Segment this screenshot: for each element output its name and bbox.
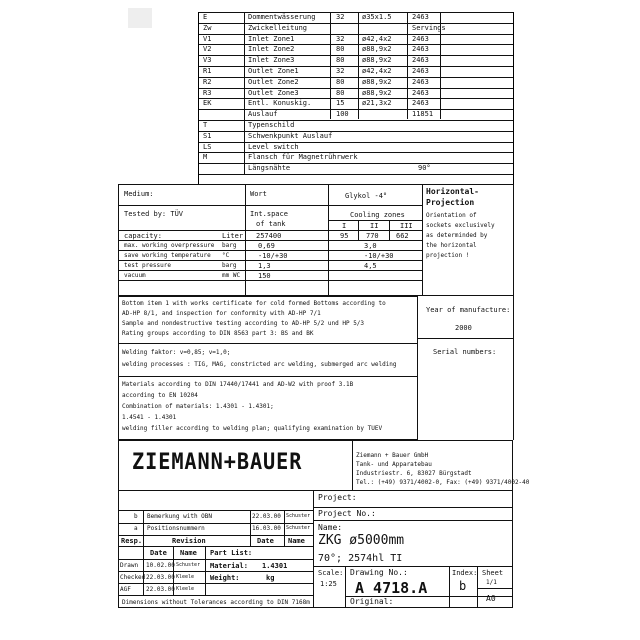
spec-hline: [118, 230, 422, 231]
rev-hline: [118, 559, 313, 560]
drawing-no-label: Drawing No.:: [350, 568, 408, 577]
original-label: Original:: [350, 597, 394, 606]
project-no-label: Project No.:: [318, 509, 376, 518]
scan-smudge: [128, 8, 152, 28]
spec-label: save working temperature: [124, 252, 211, 259]
sign-role: Drawn: [120, 562, 139, 569]
company-line: Ziemann + Bauer GmbH: [356, 452, 429, 459]
nozzle-size: ø88,9x2: [362, 56, 392, 65]
nozzle-name: Inlet Zone2: [248, 45, 295, 54]
material-label: Material:: [210, 562, 248, 570]
weight-unit: kg: [266, 574, 275, 582]
nozzle-material: 11851: [412, 110, 434, 119]
company-line: Tel.: (+49) 9371/4002-0, Fax: (+49) 9371/4002-40: [356, 479, 530, 486]
company-line: Tank- und Apparatebau: [356, 461, 432, 468]
spec-unit: mm WC: [222, 272, 241, 279]
nozzle-material: 2463: [412, 77, 429, 86]
nozzle-code: LS: [203, 142, 212, 151]
nozzle-col-divider: [330, 12, 331, 119]
nozzle-dn: 32: [336, 13, 345, 21]
nozzle-row-line: [198, 44, 513, 45]
rev-divider: [143, 510, 144, 595]
materials-note-line: Materials according to DIN 17440/17441 and AD-W2 with proof 3.1B: [122, 381, 354, 388]
nozzle-name: Längsnähte: [248, 164, 291, 173]
horizontal-note-line: sockets exclusively: [426, 222, 495, 229]
title-hline: [313, 520, 513, 521]
company-line: Industriestr. 6, 83027 Bürgstadt: [356, 470, 472, 477]
tested-by: Tested by: TÜV: [124, 210, 184, 218]
index-label: Index:: [452, 569, 478, 577]
revision-name: Schuster: [286, 513, 311, 519]
nozzle-material: 2463: [412, 99, 429, 108]
spec-tank-value: 150: [258, 272, 271, 280]
nozzle-code: T: [203, 121, 208, 129]
spec-unit: °C: [222, 252, 230, 259]
sign-role: Checked: [120, 574, 146, 581]
sheet-value: 1/1: [486, 579, 497, 586]
nozzle-name: Outlet Zone1: [248, 67, 299, 75]
nozzle-col-divider: [358, 12, 359, 119]
nozzle-row-line: [198, 174, 513, 175]
year-hline: [418, 338, 513, 339]
logo-divider: [352, 440, 353, 490]
sign-header-name: Name: [180, 549, 197, 557]
spec-divider: [422, 184, 423, 296]
nozzle-name: Outlet Zone3: [248, 88, 299, 97]
spec-tank-value: -10/+30: [258, 252, 288, 260]
spec-zone-divider: [358, 220, 359, 240]
zone-ii-label: II: [370, 222, 379, 230]
nozzle-code: R2: [203, 77, 212, 86]
nozzle-name: Dommentwässerung: [248, 13, 316, 21]
bottom-note-line: Bottom item 1 with works certificate for cold formed Bottoms according to: [122, 300, 386, 307]
sign-divider: [205, 546, 206, 595]
title-hline: [313, 566, 513, 567]
nozzle-code: Zw: [203, 23, 212, 32]
scale-label: Scale:: [318, 569, 344, 577]
nozzle-size: ø88,9x2: [362, 45, 392, 54]
nozzle-code: S1: [203, 131, 212, 140]
horizontal-note-line: projection !: [426, 252, 470, 259]
nozzle-code: EK: [203, 99, 212, 108]
nozzle-dn: 80: [336, 77, 345, 86]
weight-label: Weight:: [210, 574, 240, 582]
nozzle-size: ø88,9x2: [362, 77, 392, 86]
nozzle-name: Outlet Zone2: [248, 77, 299, 86]
name-label: Name:: [318, 523, 343, 532]
nozzle-material: 2463: [412, 13, 429, 21]
nozzle-dn: 80: [336, 88, 345, 97]
revision-index: b: [134, 513, 138, 520]
welding-note-line: Welding faktor: v=0,85; v=1,0;: [122, 349, 231, 356]
notes-hline: [118, 376, 418, 377]
scale-value: 1:25: [320, 580, 337, 588]
nozzle-row-line: [198, 23, 513, 24]
nozzle-table-right-border: [513, 12, 514, 184]
nozzle-col-divider: [407, 12, 408, 119]
revision-date: 22.03.00: [252, 513, 281, 520]
sign-header-date: Date: [150, 549, 167, 557]
spec-hline: [118, 270, 422, 271]
nozzle-col-divider: [244, 12, 245, 174]
nozzle-code: V2: [203, 45, 212, 54]
nozzle-dn: 32: [336, 34, 345, 43]
nozzle-material: 2463: [412, 67, 429, 75]
tolerance-note: Dimensions without Tolerances according to DIN 7168m: [122, 599, 310, 606]
nozzle-dn: 100: [336, 110, 349, 119]
index-value: b: [459, 579, 467, 593]
title-hline: [118, 490, 513, 491]
bottom-note-line: Sample and nondestructive testing according to AD-HP 5/2 und HP 5/3: [122, 320, 365, 327]
nozzle-row-line: [198, 120, 513, 121]
rev-divider: [284, 510, 285, 546]
nozzle-row-line: [198, 34, 513, 35]
project-label: Project:: [318, 493, 357, 502]
nozzle-name: Schwenkpunkt Auslauf: [248, 131, 333, 140]
medium-label: Medium:: [124, 190, 154, 198]
nozzle-code: R1: [203, 67, 212, 75]
rev-header-name: Name: [288, 537, 305, 545]
nozzle-row-line: [198, 12, 513, 13]
horizontal-title: Horizontal-: [426, 187, 479, 196]
capacity-unit: Liter: [222, 232, 244, 240]
sign-date: 10.02.00: [146, 562, 175, 569]
revision-name: Schuster: [286, 525, 311, 531]
part-list-label: Part List:: [210, 549, 253, 557]
nozzle-row-line: [198, 88, 513, 89]
materials-note-line: according to EN 10204: [122, 392, 198, 399]
nozzle-material: 2463: [412, 34, 429, 43]
bottom-note-line: AD-HP 8/1, and inspection for conformity with AD-HP 7/1: [122, 310, 321, 317]
rev-hline: [118, 571, 313, 572]
drawing-number: A 4718.A: [355, 579, 428, 597]
nozzle-code: E: [203, 13, 208, 21]
spec-hline: [118, 250, 422, 251]
zone-iii-label: III: [400, 222, 413, 230]
revision-text: Bemerkung with OBN: [147, 513, 213, 520]
nozzle-material: 90°: [418, 164, 431, 173]
year-value: 2000: [455, 324, 472, 332]
company-logo: ZIEMANN+BAUER: [132, 450, 303, 475]
spec-zones-value: -10/+30: [364, 252, 394, 260]
nozzle-col-divider: [440, 12, 441, 119]
spec-hline: [118, 205, 422, 206]
zone-capacity: 95: [340, 232, 349, 240]
format-hline: [477, 588, 513, 589]
rev-hline: [118, 583, 313, 584]
spec-zone-divider: [389, 220, 390, 240]
zone-capacity: 662: [396, 232, 409, 240]
nozzle-name: Entl. Konuskig.: [248, 99, 312, 108]
nozzle-name: Auslauf: [248, 110, 278, 119]
sign-role: AGF: [120, 586, 131, 593]
nozzle-row-line: [198, 109, 513, 110]
nozzle-dn: 15: [336, 99, 345, 108]
sign-date: 22.03.00: [146, 586, 175, 593]
spec-tank-value: 0,69: [258, 242, 275, 250]
rev-hline: [118, 546, 313, 547]
revision-date: 16.03.00: [252, 525, 281, 532]
nozzle-row-line: [198, 98, 513, 99]
sheet-label: Sheet: [482, 569, 504, 577]
nozzle-size: ø35x1.5: [362, 13, 392, 21]
nozzle-name: Flansch für Magnetrührwerk: [248, 153, 358, 162]
materials-note-line: Combination of materials: 1.4301 - 1.4301;: [122, 403, 274, 410]
spec-unit: barg: [222, 262, 237, 269]
rev-header-date: Date: [257, 537, 274, 545]
nozzle-size: ø42,4x2: [362, 67, 392, 75]
nozzle-code: R3: [203, 88, 212, 97]
zone-i-label: I: [342, 222, 347, 230]
nozzle-size: ø42,4x2: [362, 34, 392, 43]
nozzle-row-line: [198, 142, 513, 143]
nozzle-name: Zwickelleitung: [248, 23, 308, 32]
horizontal-note-line: the horizontal: [426, 242, 477, 249]
materials-note-line: welding filler according to welding plan; qualifying examination by TUEV: [122, 425, 383, 432]
sign-name: Kleele: [176, 586, 195, 592]
nozzle-name: Inlet Zone1: [248, 34, 295, 43]
nozzle-row-line: [198, 66, 513, 67]
revision-index: a: [134, 525, 138, 532]
spec-zones-value: 3,0: [364, 242, 377, 250]
year-label: Year of manufacture:: [426, 306, 511, 314]
spec-label: test pressure: [124, 262, 171, 269]
capacity-value: 257400: [256, 232, 282, 240]
spec-hline: [118, 240, 422, 241]
scale-divider: [345, 566, 346, 608]
nozzle-name: Inlet Zone3: [248, 56, 295, 65]
nozzle-code: V3: [203, 56, 212, 65]
material-value: 1.4301: [262, 562, 288, 570]
of-tank-label: of tank: [256, 220, 286, 228]
format-value: A0: [486, 594, 496, 603]
nozzle-dn: 80: [336, 45, 345, 54]
spec-zones-value: 4,5: [364, 262, 377, 270]
nozzle-name: Level switch: [248, 142, 299, 151]
index-divider: [449, 566, 450, 608]
revision-text: Positionsnummern: [147, 525, 205, 532]
rev-header-resp: Resp.: [121, 537, 143, 545]
notes-hline: [118, 343, 418, 344]
nozzle-code: M: [203, 153, 208, 162]
spec-hline: [118, 260, 422, 261]
welding-note-line: welding processes : TIG, MAG, constricted arc welding, submerged arc welding: [122, 361, 397, 368]
nozzle-row-line: [198, 131, 513, 132]
spec-tank-value: 1,3: [258, 262, 271, 270]
nozzle-name: Typenschild: [248, 121, 295, 129]
rev-hline: [118, 595, 313, 596]
sign-name: Schuster: [176, 562, 201, 568]
nozzle-row-line: [198, 55, 513, 56]
nozzle-size: ø88,9x2: [362, 88, 392, 97]
nozzle-code: V1: [203, 34, 212, 43]
serial-label: Serial numbers:: [433, 348, 497, 356]
spec-hline: [328, 220, 422, 221]
int-space-label: Int.space: [250, 210, 288, 218]
nozzle-material: 2463: [412, 88, 429, 97]
name-sub: 70°; 2574hl TI: [318, 553, 403, 564]
materials-note-line: 1.4541 - 1.4301: [122, 414, 177, 421]
nozzle-size: ø21,3x2: [362, 99, 392, 108]
horizontal-note-line: as determinded by: [426, 232, 488, 239]
nozzle-dn: 32: [336, 67, 345, 75]
zone-capacity: 770: [366, 232, 379, 240]
spec-label: vacuum: [124, 272, 146, 279]
spec-hline: [118, 280, 422, 281]
nozzle-table-left-border: [198, 12, 199, 184]
cooling-zones-label: Cooling zones: [350, 211, 405, 219]
spec-label: max. working overpressure: [124, 242, 215, 249]
horizontal-title-2: Projection: [426, 198, 475, 207]
nozzle-row-line: [198, 77, 513, 78]
glykol-label: Glykol -4°: [345, 192, 388, 200]
nozzle-material: 2463: [412, 56, 429, 65]
nozzle-material: 2463: [412, 45, 429, 54]
name-value: ZKG ø5000mm: [318, 533, 405, 548]
bottom-note-line: Rating groups according to DIN 8563 part 3: BS and BK: [122, 330, 314, 337]
sign-name: Kleele: [176, 574, 195, 580]
nozzle-row-line: [198, 163, 513, 164]
title-hline: [313, 507, 513, 508]
rev-divider: [250, 510, 251, 546]
nozzle-dn: 80: [336, 56, 345, 65]
rev-header-revision: Revision: [172, 537, 206, 545]
horizontal-note-line: Orientation of: [426, 212, 477, 219]
spec-unit: barg: [222, 242, 237, 249]
sign-date: 22.03.00: [146, 574, 175, 581]
nozzle-material: Servings: [412, 23, 446, 32]
capacity-label: capacity:: [124, 232, 162, 240]
medium-value: Wort: [250, 190, 267, 198]
right-border: [513, 296, 514, 440]
